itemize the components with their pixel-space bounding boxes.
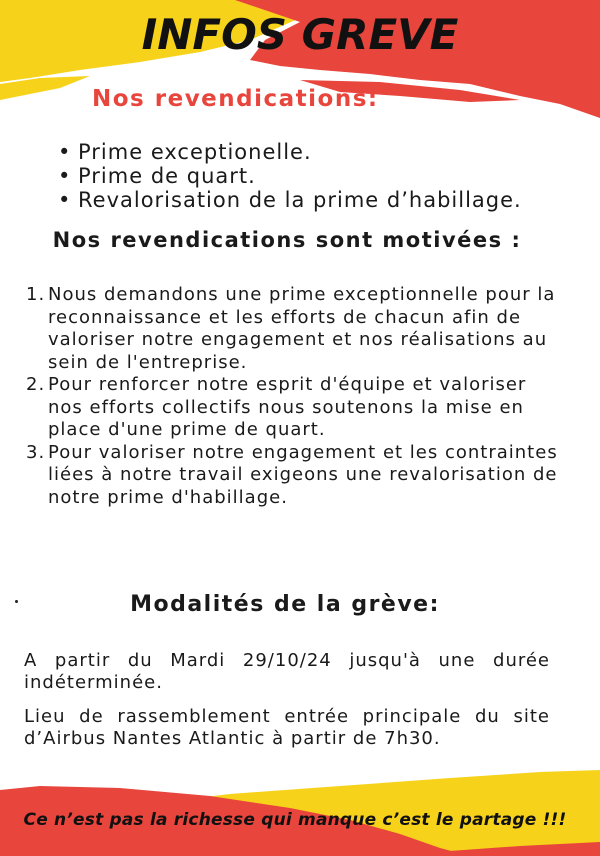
motivation-item [26,284,566,374]
motivations-heading: Nos revendications sont motivées : [52,228,522,252]
flyer-title: INFOS GREVE [141,10,459,59]
demands-heading: Nos revendications: [92,86,379,112]
modalities-heading: Modalités de la grève: [130,592,440,617]
motivation-number: 1. [26,284,46,305]
motivation-number: 2. [26,374,46,395]
motivation-item [26,374,566,442]
motivations-list [26,284,566,509]
strike-date-text: A partir du Mardi 29/10/24 jusqu'à une durée indéterminée. [24,650,550,693]
demand-item: • Revalorisation de la prime d’habillage. [58,188,522,212]
motivation-number: 3. [26,441,46,463]
motivation-item [26,442,566,510]
motivation-text: Pour valoriser notre engagement et les contraintes liées à notre travail exigeons une revalorisation de notre prime d'habillage. [48,441,558,508]
motivation-text: Pour renforcer notre esprit d'équipe et valoriser nos efforts collectifs nous soutenons la mise en place d'une prime de quart. [48,374,527,440]
gathering-location-text: Lieu de rassemblement entrée principale du site d’Airbus Nantes Atlantic à partir de 7h30. [24,706,550,749]
demand-item: • Prime de quart. [58,164,522,188]
demand-item: • Prime exceptionelle. [58,140,522,164]
demands-list [58,140,522,212]
slogan: Ce n’est pas la richesse qui manque c’est le partage !!! [23,810,567,830]
motivation-text: Nous demandons une prime exceptionnelle pour la reconnaissance et les efforts de chacun afin de valoriser notre engagement et nos réalisations au sein de l'entreprise. [48,284,556,373]
